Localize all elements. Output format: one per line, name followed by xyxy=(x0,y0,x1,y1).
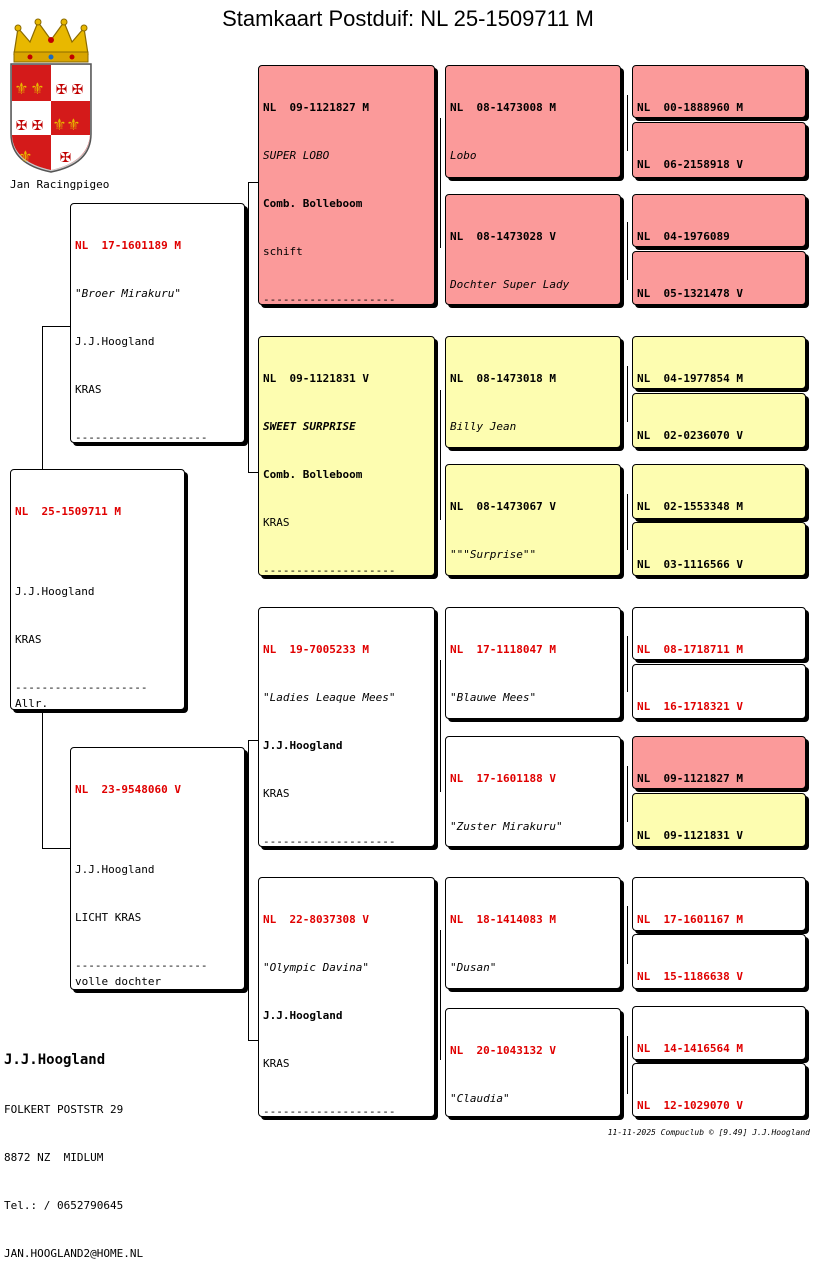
pigeon-card-g15[interactable] xyxy=(632,1006,806,1060)
connector-line xyxy=(42,326,70,327)
pigeon-card-sire[interactable] xyxy=(70,203,245,443)
pigeon-color: KRAS xyxy=(15,633,42,646)
connector-line xyxy=(627,222,628,280)
pigeon-name: "Olympic Davina" xyxy=(263,961,369,974)
connector-line xyxy=(248,472,258,473)
pigeon-owner: J.J.Hoogland xyxy=(263,739,343,752)
pigeon-card-g7[interactable] xyxy=(632,464,806,519)
connector-line xyxy=(440,390,441,520)
svg-text:⚜: ⚜ xyxy=(54,114,65,135)
ring-number: NL 08-1473018 M xyxy=(450,372,556,385)
owner-postcode: 8872 NZ MIDLUM xyxy=(4,1151,104,1164)
ring-number: NL 04-1976089 xyxy=(637,230,730,243)
ring-number: NL 18-1414083 M xyxy=(450,913,556,926)
connector-line xyxy=(627,366,628,422)
connector-line xyxy=(42,848,70,849)
pigeon-card-dam-sire[interactable] xyxy=(258,607,435,847)
pigeon-card-sire-sire[interactable] xyxy=(258,65,435,305)
ring-number: NL 08-1718711 M xyxy=(637,643,743,656)
connector-line xyxy=(627,906,628,964)
owner-name: J.J.Hoogland xyxy=(4,1052,106,1068)
ring-number: NL 00-1888960 M xyxy=(637,101,743,114)
pigeon-card-g14[interactable] xyxy=(632,934,806,989)
pigeon-name: "Blauwe Mees" xyxy=(450,691,537,704)
coat-of-arms-logo xyxy=(8,14,94,174)
pigeon-card-g1[interactable] xyxy=(632,65,806,118)
ring-number: NL 08-1473067 V xyxy=(450,500,556,513)
ring-number: NL 14-1416564 M xyxy=(637,1042,743,1055)
connector-line xyxy=(440,930,441,1060)
pigeon-name: "Ladies Leaque Mees" xyxy=(263,691,396,704)
pigeon-card-g11[interactable] xyxy=(632,736,806,789)
connector-line xyxy=(248,182,249,472)
pigeon-card-g10[interactable] xyxy=(632,664,806,719)
svg-text:⚜: ⚜ xyxy=(16,78,27,99)
svg-text:⚜: ⚜ xyxy=(68,114,79,135)
ring-number: NL 08-1473028 V xyxy=(450,230,556,243)
pigeon-name: """Surprise"" xyxy=(450,548,537,561)
pigeon-card-g9[interactable] xyxy=(632,607,806,660)
pigeon-card-g6[interactable] xyxy=(632,393,806,448)
svg-text:✠: ✠ xyxy=(60,146,71,167)
pigeon-notes: -------------------- xyxy=(263,835,396,847)
pigeon-card-dsd[interactable] xyxy=(445,736,621,847)
pigeon-card-g2[interactable] xyxy=(632,122,806,178)
connector-line xyxy=(42,708,43,848)
pigeon-name: SWEET SURPRISE xyxy=(263,420,356,433)
pigeon-owner: Comb. Bolleboom xyxy=(263,197,363,210)
crown-icon xyxy=(14,19,88,62)
connector-line xyxy=(440,118,441,248)
connector-line xyxy=(42,326,43,471)
ring-number: NL 09-1121831 V xyxy=(263,372,369,385)
pigeon-card-dss[interactable] xyxy=(445,607,621,719)
ring-number: NL 25-1509711 M xyxy=(15,505,121,518)
ring-number: NL 08-1473008 M xyxy=(450,101,556,114)
pigeon-name: Dochter Super Lady xyxy=(450,278,570,291)
ring-number: NL 05-1321478 V xyxy=(637,287,743,300)
connector-line xyxy=(627,1036,628,1094)
pigeon-card-g3[interactable] xyxy=(632,194,806,247)
pigeon-color: schift xyxy=(263,245,303,258)
connector-line xyxy=(440,660,441,792)
pigeon-card-sire-dam[interactable] xyxy=(258,336,435,576)
ring-number: NL 04-1977854 M xyxy=(637,372,743,385)
ring-number: NL 19-7005233 M xyxy=(263,643,369,656)
pigeon-card-main[interactable] xyxy=(10,469,185,710)
pigeon-name: Lobo xyxy=(450,149,477,162)
connector-line xyxy=(248,182,258,183)
svg-text:✠: ✠ xyxy=(72,78,83,99)
ring-number: NL 23-9548060 V xyxy=(75,783,181,796)
ring-number: NL 22-8037308 V xyxy=(263,913,369,926)
ring-number: NL 06-2158918 V xyxy=(637,158,743,171)
pigeon-card-sds[interactable] xyxy=(445,336,621,448)
pigeon-owner: J.J.Hoogland xyxy=(75,335,155,348)
owner-email: JAN.HOOGLAND2@HOME.NL xyxy=(4,1247,144,1260)
pigeon-card-g16[interactable] xyxy=(632,1063,806,1117)
pigeon-notes: -------------------- xyxy=(263,293,396,305)
pigeon-owner: J.J.Hoogland xyxy=(263,1009,343,1022)
pigeon-notes: -------------------- xyxy=(263,564,396,576)
pigeon-notes: -------------------- xyxy=(75,431,208,443)
pigeon-name: "Zuster Mirakuru" xyxy=(450,820,563,833)
pigeon-name: "Broer Mirakuru" xyxy=(75,287,181,300)
connector-line xyxy=(627,636,628,692)
pigeon-card-g5[interactable] xyxy=(632,336,806,389)
page-title: Stamkaart Postduif: NL 25-1509711 M xyxy=(222,6,594,31)
svg-text:✠: ✠ xyxy=(32,114,43,135)
pigeon-notes: -------------------- xyxy=(263,1105,396,1117)
pigeon-color: KRAS xyxy=(263,787,290,800)
pigeon-name: SUPER LOBO xyxy=(263,149,330,162)
pigeon-color: LICHT KRAS xyxy=(75,911,142,924)
svg-text:✠: ✠ xyxy=(56,78,67,99)
ring-number: NL 02-0236070 V xyxy=(637,429,743,442)
connector-line xyxy=(248,740,249,1040)
pigeon-name: "Claudia" xyxy=(450,1092,510,1105)
pigeon-card-ssd[interactable] xyxy=(445,194,621,305)
pigeon-card-ddd[interactable] xyxy=(445,1008,621,1117)
pigeon-owner: Comb. Bolleboom xyxy=(263,468,363,481)
footer-credit: 11-11-2025 Compuclub © [9.49] J.J.Hoogland xyxy=(607,1128,810,1137)
pigeon-card-dam[interactable] xyxy=(70,747,245,990)
logo-caption: Jan Racingpigeo xyxy=(10,178,110,191)
owner-address: FOLKERT POSTSTR 29 xyxy=(4,1103,124,1116)
ring-number: NL 09-1121827 M xyxy=(637,772,743,785)
owner-info xyxy=(4,1018,143,1278)
svg-text:⚜: ⚜ xyxy=(32,78,43,99)
ring-number: NL 12-1029070 V xyxy=(637,1099,743,1112)
pigeon-notes: -------------------- Allr. xyxy=(15,681,148,710)
ring-number: NL 17-1601188 V xyxy=(450,772,556,785)
ring-number: NL 02-1553348 M xyxy=(637,500,743,513)
owner-phone: Tel.: / 0652790645 xyxy=(4,1199,124,1212)
svg-text:⚜: ⚜ xyxy=(20,146,31,167)
pigeon-card-g8[interactable] xyxy=(632,522,806,576)
pigeon-color: KRAS xyxy=(263,1057,290,1070)
ring-number: NL 17-1601167 M xyxy=(637,913,743,926)
ring-number: NL 16-1718321 V xyxy=(637,700,743,713)
connector-line xyxy=(248,1040,258,1041)
connector-line xyxy=(248,740,258,741)
pigeon-notes: -------------------- volle dochter xyxy=(75,959,208,988)
ring-number: NL 03-1116566 V xyxy=(637,558,743,571)
pigeon-card-sdd[interactable] xyxy=(445,464,621,576)
pigeon-name: Billy Jean xyxy=(450,420,517,433)
pigeon-card-dds[interactable] xyxy=(445,877,621,989)
pigeon-card-g12[interactable] xyxy=(632,793,806,847)
pigeon-owner: J.J.Hoogland xyxy=(75,863,155,876)
svg-text:✠: ✠ xyxy=(16,114,27,135)
pigeon-card-sss[interactable] xyxy=(445,65,621,178)
pigeon-color: KRAS xyxy=(263,516,290,529)
ring-number: NL 15-1186638 V xyxy=(637,970,743,983)
ring-number: NL 20-1043132 V xyxy=(450,1044,556,1057)
ring-number: NL 17-1118047 M xyxy=(450,643,556,656)
shield-icon xyxy=(11,64,91,172)
pigeon-color: KRAS xyxy=(75,383,102,396)
connector-line xyxy=(627,766,628,822)
pigeon-owner: J.J.Hoogland xyxy=(15,585,95,598)
pigeon-card-g4[interactable] xyxy=(632,251,806,305)
pigeon-name: "Dusan" xyxy=(450,961,497,974)
pigeon-card-g13[interactable] xyxy=(632,877,806,931)
ring-number: NL 09-1121831 V xyxy=(637,829,743,842)
connector-line xyxy=(627,494,628,550)
connector-line xyxy=(627,95,628,151)
pigeon-card-dam-dam[interactable] xyxy=(258,877,435,1117)
ring-number: NL 09-1121827 M xyxy=(263,101,369,114)
ring-number: NL 17-1601189 M xyxy=(75,239,181,252)
